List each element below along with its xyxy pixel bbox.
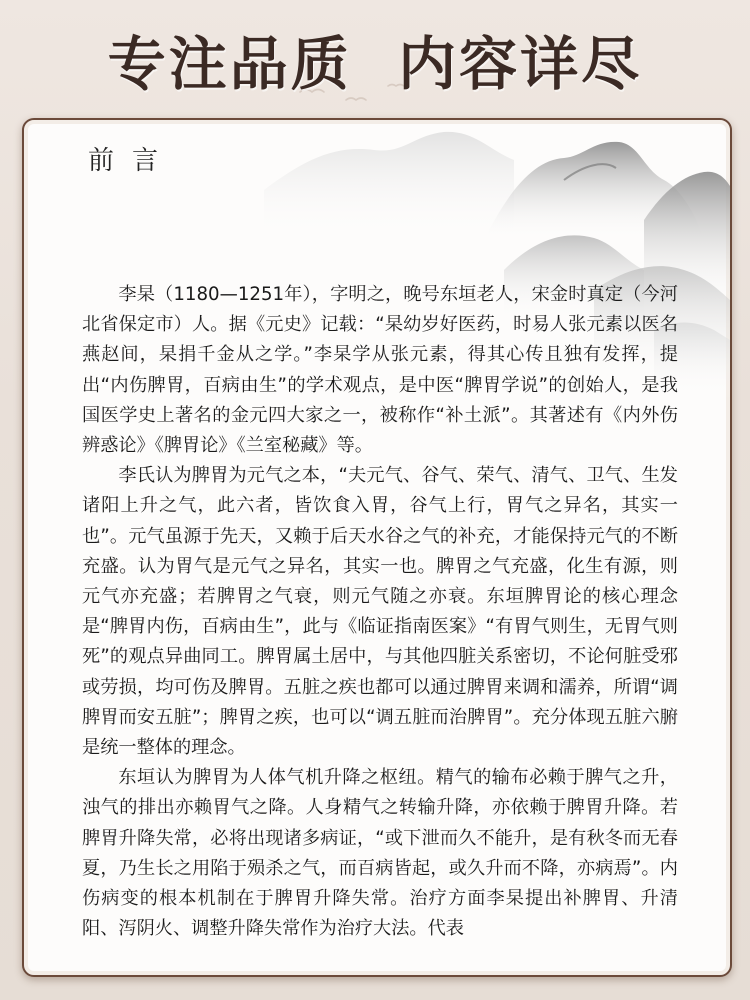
preface-heading: 前言: [88, 146, 177, 176]
banner-title: 专注品质 内容详尽: [107, 30, 643, 98]
header-banner: [0, 0, 750, 118]
paragraph: 东垣认为脾胃为人体气机升降之枢纽。精气的输布必赖于脾气之升，浊气的排出亦赖胃气之降。人身精气之转输升降，亦依赖于脾胃升降。若脾胃升降失常，必将出现诸多病证，“或下泄而久不能升，是有秋冬而无春夏，乃生长之用陷于殒杀之气，而百病皆起，或久升而不降，亦病焉”。内伤病变的根本机制在于脾胃升降失常。治疗方面李杲提出补脾胃、升清阳、泻阴火、调整升降失常作为治疗大法。代表: [82, 767, 678, 940]
paragraph: 李氏认为脾胃为元气之本，“夫元气、谷气、荣气、清气、卫气、生发诸阳上升之气，此六者，皆饮食入胃，谷气上行，胃气之异名，其实一也”。元气虽源于先天，又赖于后天水谷之气的补充，才能保持元气的不断充盛。认为胃气是元气之异名，其实一也。脾胃之气充盛，化生有源，则元气亦充盛；若脾胃之气衰，则元气随之亦衰。东垣脾胃论的核心理念是“脾胃内伤，百病由生”，此与《临证指南医案》“有胃气则生，无胃气则死”的观点异曲同工。脾胃属土居中，与其他四脏关系密切，不论何脏受邪或劳损，均可伤及脾胃。五脏之疾也都可以通过脾胃来调和濡养，所谓“调脾胃而安五脏”；脾胃之疾，也可以“调五脏而治脾胃”。充分体现五脏六腑是统一整体的理念。: [82, 465, 678, 759]
preface-body: [82, 280, 678, 944]
paragraph: 李杲（1180—1251年），字明之，晚号东垣老人，宋金时真定（今河北省保定市）人。据《元史》记载：“杲幼岁好医药，时易人张元素以医名燕赵间，杲捐千金从之学。”李杲学从张元素，得其心传且独有发挥，提出“内伤脾胃，百病由生”的学术观点，是中医“脾胃学说”的创始人，是我国医学史上著名的金元四大家之一，被称作“补土派”。其著述有《内外伤辨惑论》《脾胃论》《兰室秘藏》等。: [82, 284, 678, 457]
article-card: [22, 118, 732, 977]
